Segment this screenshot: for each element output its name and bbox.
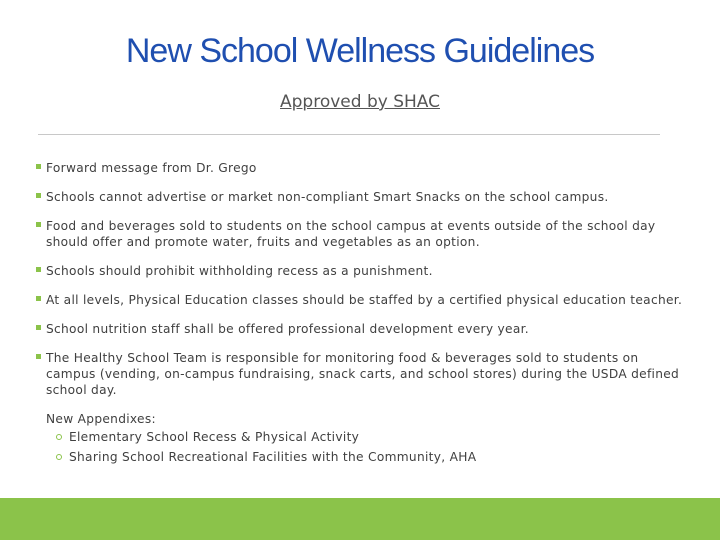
appendix-heading: New Appendixes:	[46, 412, 156, 426]
square-bullet-icon	[36, 354, 41, 359]
slide-subtitle: Approved by SHAC	[280, 92, 440, 112]
appendix-text: Sharing School Recreational Facilities with the Community, AHA	[69, 450, 477, 464]
ring-bullet-icon	[56, 454, 62, 460]
bullet-text: At all levels, Physical Education classes should be staffed by a certified physical education teacher.	[46, 293, 683, 307]
bullet-text: Forward message from Dr. Grego	[46, 161, 257, 175]
square-bullet-icon	[36, 164, 41, 169]
bullet-item	[36, 189, 686, 205]
square-bullet-icon	[36, 222, 41, 227]
bullet-text: The Healthy School Team is responsible for monitoring food & beverages sold to students on campus (vending, on-campus fundraising, snack carts, and school stores) during the USDA defined school day.	[46, 351, 680, 397]
bullet-item	[36, 292, 686, 308]
square-bullet-icon	[36, 296, 41, 301]
square-bullet-icon	[36, 193, 41, 198]
bullet-item	[36, 160, 686, 176]
footer-accent-bar	[0, 498, 720, 540]
bullet-item	[36, 218, 686, 250]
bullet-item	[36, 263, 686, 279]
ring-bullet-icon	[56, 434, 62, 440]
bullet-item	[36, 321, 686, 337]
title-divider	[38, 134, 660, 135]
bullet-text: School nutrition staff shall be offered professional development every year.	[46, 322, 529, 336]
bullet-item	[36, 350, 686, 398]
square-bullet-icon	[36, 325, 41, 330]
bullet-text: Food and beverages sold to students on the school campus at events outside of the school day should offer and promote water, fruits and vegetables as an option.	[46, 219, 656, 249]
bullet-text: Schools should prohibit withholding recess as a punishment.	[46, 264, 433, 278]
appendix-item	[36, 427, 686, 447]
slide-title: New School Wellness Guidelines	[125, 32, 595, 70]
appendix-item	[36, 447, 686, 467]
bullet-list	[36, 160, 686, 467]
bullet-text: Schools cannot advertise or market non-compliant Smart Snacks on the school campus.	[46, 190, 609, 204]
appendix-text: Elementary School Recess & Physical Activity	[69, 430, 360, 444]
square-bullet-icon	[36, 267, 41, 272]
